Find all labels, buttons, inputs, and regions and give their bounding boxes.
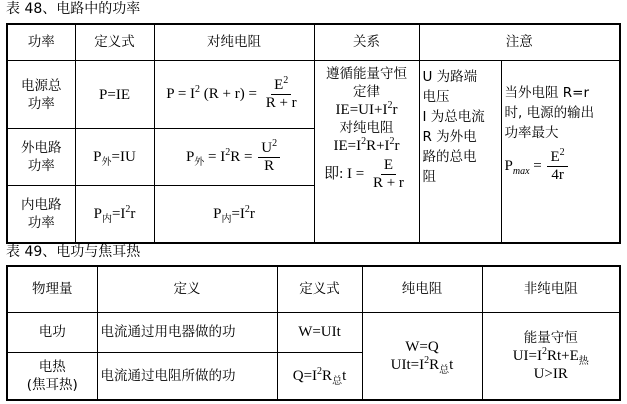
table-row-source-power	[7, 60, 620, 129]
pure-resistance-relation: W=Q $UIt=I^2R_总t$	[362, 312, 482, 400]
source-def-formula: P=IE	[75, 60, 154, 129]
power-table	[6, 23, 621, 244]
relation-cell: 遵循能量守恒 定律 $IE=UI+I^2r$ 对纯电阻 $IE=I^2R+I^2r$ 即: I = $\frac{E}{R + r}$	[314, 60, 419, 243]
header-pure-resistance: 对纯电阻	[154, 24, 314, 60]
heat-formula: $Q=I^2R_总t$	[277, 352, 362, 400]
row-label-internal: 内电路 功率	[7, 186, 75, 243]
table-49-caption: 表 49、电功与焦耳热	[6, 244, 141, 260]
header-formula: 定义式	[277, 266, 362, 312]
row-label-source: 电源总 功率	[7, 60, 75, 129]
external-pure-formula: $P_外 = I^2R$ = $\frac{U^2}{R}$	[154, 129, 314, 186]
work-definition: 电流通过用电器做的功	[97, 312, 277, 352]
work-formula: W=UIt	[277, 312, 362, 352]
table-48-caption: 表 48、电路中的功率	[6, 1, 141, 17]
row-label-heat: 电热 (焦耳热)	[7, 352, 97, 400]
header-power: 功率	[7, 24, 75, 60]
header-definition: 定义	[97, 266, 277, 312]
header-quantity: 物理量	[7, 266, 97, 312]
table-row-electric-work	[7, 312, 620, 352]
non-pure-resistance-relation: 能量守恒 $UI=I^2Rt+E_热$ U>IR	[482, 312, 620, 400]
header-pure-resistance: 纯电阻	[362, 266, 482, 312]
header-relation: 关系	[314, 24, 419, 60]
internal-def-formula: $P_内=I^2r$	[75, 186, 154, 243]
header-non-pure-resistance: 非纯电阻	[482, 266, 620, 312]
external-def-formula: $P_外=IU$	[75, 129, 154, 186]
source-pure-formula: $P = I^2$ (R + r) = $\frac{E^2}{R + r}$	[154, 60, 314, 129]
table-header-row	[7, 266, 620, 312]
row-label-external: 外电路 功率	[7, 129, 75, 186]
row-label-work: 电功	[7, 312, 97, 352]
note-max-power-cell: 当外电阻 R=r 时, 电源的输出 功率最大 $P_{max}$ = $\frac{E^2}{4r}$	[501, 60, 620, 243]
heat-definition: 电流通过电阻所做的功	[97, 352, 277, 400]
header-notes: 注意	[419, 24, 620, 60]
work-heat-table	[6, 265, 621, 401]
table-header-row	[7, 24, 620, 60]
note-variables-cell: U 为路端 电压 I 为总电流 R 为外电 路的总电 阻	[419, 60, 501, 243]
header-definition: 定义式	[75, 24, 154, 60]
internal-pure-formula: $P_内=I^2r$	[154, 186, 314, 243]
